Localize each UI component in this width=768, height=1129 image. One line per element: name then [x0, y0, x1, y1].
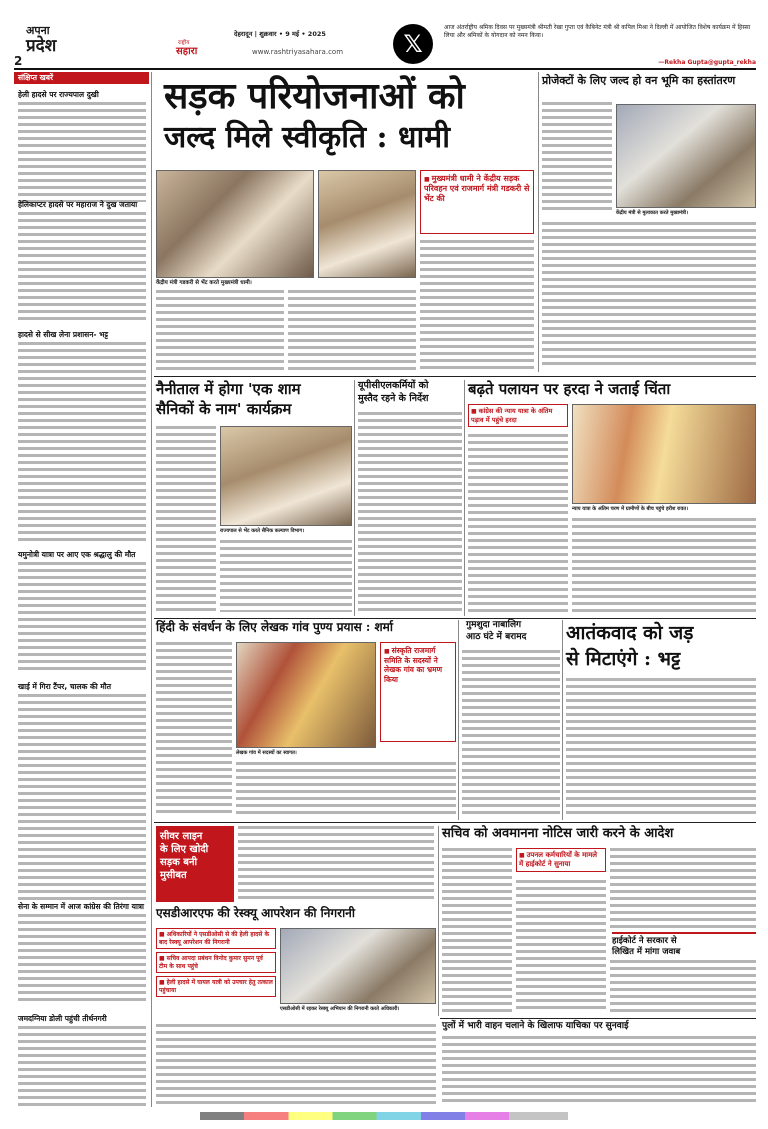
lead-callout-text: मुख्यमंत्री धामी ने केंद्रीय सड़क परिवहन एवं राजमार्ग मंत्री गडकरी से भेंट की: [424, 174, 530, 203]
sidebar-item: [18, 1014, 146, 1106]
hindi-photo: [236, 642, 376, 748]
notice-body-b: [516, 880, 606, 1012]
lead-story: [156, 74, 536, 374]
brand-box: [14, 24, 86, 66]
sidebar-item-body: [18, 914, 146, 1004]
missing-story: [462, 620, 560, 820]
page-masthead: [14, 24, 756, 66]
nainital-story: [156, 380, 352, 616]
paper-logo: [164, 40, 239, 58]
quote-box: [444, 24, 756, 66]
sdrf-bullet-text: सचिव आपदा प्रबंधन विनोद कुमार सुमन पूर्व टीम के साथ पहुंचे: [159, 955, 263, 970]
missing-divider: [458, 620, 459, 820]
website: www.rashtriyasahara.com: [252, 48, 344, 56]
sdrf-bullet-icon: ■: [159, 955, 167, 962]
x-logo-icon: 𝕏: [403, 30, 423, 58]
lead-callout: [420, 170, 534, 234]
lead-caption: केंद्रीय मंत्री गडकरी से भेंट करते मुख्यमंत्री धामी।: [156, 280, 252, 286]
sewer-body: [238, 826, 434, 902]
harda-photo: [572, 404, 756, 504]
harda-body-b: [572, 518, 756, 612]
hindi-callout: [380, 642, 456, 742]
ucc-story: [358, 380, 462, 616]
sdrf-bullets: [156, 928, 276, 997]
harda-callout: [468, 404, 568, 427]
highcourt-headline-line1: हाईकोर्ट ने सरकार से: [612, 936, 677, 946]
hindi-body-b: [236, 762, 456, 816]
ucc-body: [358, 412, 462, 612]
sewer-line1: सीवर लाइन: [160, 831, 203, 842]
right-top-body-a: [542, 102, 612, 212]
sdrf-bullet-item: [156, 928, 276, 949]
notice-body-d: [610, 960, 756, 1012]
notice-callout-text: उपनल कर्मचारियों के मामले में हाईकोर्ट ने सुनाया: [519, 851, 598, 868]
nainital-headline-line2: सैनिकों के नाम' कार्यक्रम: [156, 400, 292, 418]
sdrf-bullet-item: [156, 976, 276, 997]
sidebar-item: [18, 90, 146, 202]
notice-callout: [516, 848, 606, 872]
sidebar: [14, 72, 149, 1107]
harda-story: [468, 380, 756, 616]
sidebar-item: [18, 550, 146, 672]
harda-caption: न्याय यात्रा के अंतिम चरण में ग्रामीणों के बीच पहुंचे हरीश रावत।: [572, 506, 688, 512]
right-column-divider: [538, 72, 539, 372]
ucc-headline-line1: यूपीसीएलकर्मियों को: [358, 380, 429, 391]
sdrf-headline: एसडीआरएफ की रेस्क्यू आपरेशन की निगरानी: [156, 906, 355, 920]
notice-headline: सचिव को अवमानना नोटिस जारी करने के आदेश: [442, 826, 674, 841]
harda-body-a: [468, 434, 568, 612]
nainital-caption: राज्यपाल से भेंट करते सैनिक कल्याण विभाग।: [220, 528, 305, 534]
brand-line2: प्रदेश: [26, 36, 57, 56]
sewer-line4: मुसीबत: [160, 870, 187, 881]
sidebar-item-body: [18, 342, 146, 542]
masthead-rule: [14, 68, 756, 70]
sdrf-bullet-item: [156, 952, 276, 973]
sidebar-divider: [151, 72, 152, 1107]
sewer-line3: सड़क बनी: [160, 857, 198, 868]
sdrf-caption: एसडीओसी में रहकर रेस्क्यू अभियान की निगरानी करते अधिकारी।: [280, 1006, 400, 1012]
sewer-box: [156, 826, 234, 902]
hindi-headline: हिंदी के संवर्धन के लिए लेखक गांव पुण्य प्रयास : शर्मा: [156, 620, 393, 634]
terror-body: [566, 678, 756, 816]
harda-callout-text: कांग्रेस की न्याय यात्रा के अंतिम पड़ाव में पहुंचे हरदा: [471, 407, 553, 424]
hindi-body-a: [156, 642, 232, 816]
registration-strip: [200, 1112, 568, 1120]
sdrf-bullet-icon: ■: [159, 931, 167, 938]
sidebar-item-body: [18, 212, 146, 322]
missing-body: [462, 650, 560, 816]
sidebar-item: [18, 682, 146, 904]
paper-small: राष्ट्रीय: [178, 40, 190, 46]
sidebar-item: [18, 330, 146, 542]
sidebar-item-title: हेलिकाप्टर हादसे पर महाराज ने दुख जताया: [18, 200, 138, 209]
missing-headline-line2: आठ घंटे में बरामद: [466, 632, 527, 642]
lead-headline-line1: सड़क परियोजनाओं को: [164, 75, 465, 117]
terror-divider: [562, 620, 563, 820]
lead-photo: [156, 170, 314, 278]
nainital-body-b: [220, 540, 352, 612]
notice-story: [442, 826, 756, 1016]
row-rule-2: [154, 618, 756, 619]
terror-story: [566, 620, 756, 820]
sidebar-item-title: हेली हादसे पर राज्यपाल दुखी: [18, 90, 99, 99]
sidebar-item: [18, 902, 146, 1004]
lead-body-col2: [156, 290, 284, 374]
row-rule-3: [154, 822, 756, 823]
sidebar-item: [18, 200, 146, 322]
quote-text: आज अंतर्राष्ट्रीय श्रमिक दिवस पर मुख्यमंत्री श्रीमती रेखा गुप्ता एवं कैबिनेट मंत्री श्री कपिल मिश्रा ने दिल्ली में आयोजित विशेष कार्यक्रम में हिस्सा लिया और श्रमिकों के योगदान को नमन किया।: [444, 24, 751, 40]
dateline: देहरादून | शुक्रवार • 9 मई • 2025: [234, 30, 326, 38]
highcourt-headline-line2: लिखित में मांगा जवाब: [612, 947, 681, 957]
right-top-story: [542, 74, 756, 370]
hindi-story: [156, 620, 456, 820]
lead-body-col1: [420, 240, 534, 370]
quote-credit: —Rekha Gupta@gupta_rekha: [658, 58, 756, 66]
sdrf-photo: [280, 928, 436, 1004]
nainital-body-a: [156, 426, 216, 612]
hindi-caption: लेखक गांव में सदस्यों का स्वागत।: [236, 750, 297, 756]
row-rule-4: [440, 1018, 756, 1019]
ucc-divider: [354, 380, 355, 616]
sdrf-story: [156, 906, 436, 1106]
sidebar-item-body: [18, 562, 146, 672]
hearing-body: [442, 1036, 756, 1104]
notice-divider: [438, 826, 439, 1016]
highcourt-box: [612, 932, 756, 958]
sdrf-bullet-text: अधिकारियों ने एसडीओसी से की हेली हादसे के बाद रेस्क्यू आपरेशन की निगरानी: [159, 931, 270, 946]
ucc-headline-line2: मुस्तैद रहने के निर्देश: [358, 393, 429, 404]
sidebar-item-title: खाई में गिरा टैंपर, चालक की मौत: [18, 682, 111, 691]
nainital-headline-line1: नैनीताल में होगा 'एक शाम: [156, 380, 301, 398]
lead-photo-2: [318, 170, 416, 278]
sidebar-item-title: हादसे से सीख लेना प्रशासन- भट्ट: [18, 330, 109, 339]
callout-bullet-icon: ■: [424, 176, 432, 183]
sidebar-item-title: सेना के सम्मान में आज कांग्रेस की तिरंगा यात्रा: [18, 902, 144, 911]
sidebar-item-title: जमदग्निया डोली पहुंची तीर्थनगरी: [18, 1014, 107, 1023]
paper-name: सहारा: [176, 46, 198, 57]
sewer-line2: के लिए खोदी: [160, 844, 209, 855]
harda-headline: बढ़ते पलायन पर हरदा ने जताई चिंता: [468, 380, 671, 398]
row-rule-1: [154, 376, 756, 377]
nainital-photo: [220, 426, 352, 526]
sdrf-bullet-icon: ■: [159, 979, 167, 986]
sidebar-item-body: [18, 1026, 146, 1106]
right-top-caption: केंद्रीय मंत्री से मुलाकात करते मुख्यमंत्री।: [616, 210, 688, 216]
right-top-body-b: [542, 222, 756, 368]
missing-headline-line1: गुमशुदा नाबालिग: [466, 620, 522, 630]
sidebar-item-body: [18, 694, 146, 904]
hindi-callout-bullet-icon: ■: [384, 648, 392, 655]
lead-headline-line2: जल्द मिले स्वीकृति : धामी: [164, 120, 450, 155]
terror-headline-line1: आतंकवाद को जड़: [566, 622, 694, 644]
hearing-headline: पुलों में भारी वाहन चलाने के खिलाफ याचिका पर सुनवाई: [442, 1021, 629, 1031]
brand-line1: अपना: [26, 24, 50, 37]
lead-body-col3: [288, 290, 416, 374]
right-top-headline: प्रोजेक्टों के लिए जल्द हो वन भूमि का हस्तांतरण: [542, 74, 736, 87]
hearing-story: [442, 1020, 756, 1106]
sidebar-header: संक्षिप्त खबरें: [14, 72, 149, 84]
hindi-callout-text: संस्कृति राजमार्ग समिति के सदस्यों ने लेखक गांव का भ्रमण किया: [384, 646, 443, 684]
right-top-photo: [616, 104, 756, 208]
harda-divider: [464, 380, 465, 616]
harda-callout-bullet-icon: ■: [471, 408, 479, 415]
x-logo-circle: [393, 24, 433, 64]
sidebar-item-body: [18, 102, 146, 202]
notice-body-c: [610, 848, 756, 928]
notice-body-a: [442, 848, 512, 1012]
terror-headline-line2: से मिटाएंगे : भट्ट: [566, 648, 681, 670]
page-number: 2: [14, 54, 23, 68]
notice-callout-bullet-icon: ■: [519, 852, 527, 859]
sdrf-bullet-text: हेली हादसे में घायल यात्री को उपचार हेतु तत्काल पहुंचाया: [159, 979, 273, 994]
sdrf-body: [156, 1024, 436, 1104]
sidebar-item-title: यमुनोत्री यात्रा पर आए एक श्रद्धालु की मौत: [18, 550, 136, 559]
